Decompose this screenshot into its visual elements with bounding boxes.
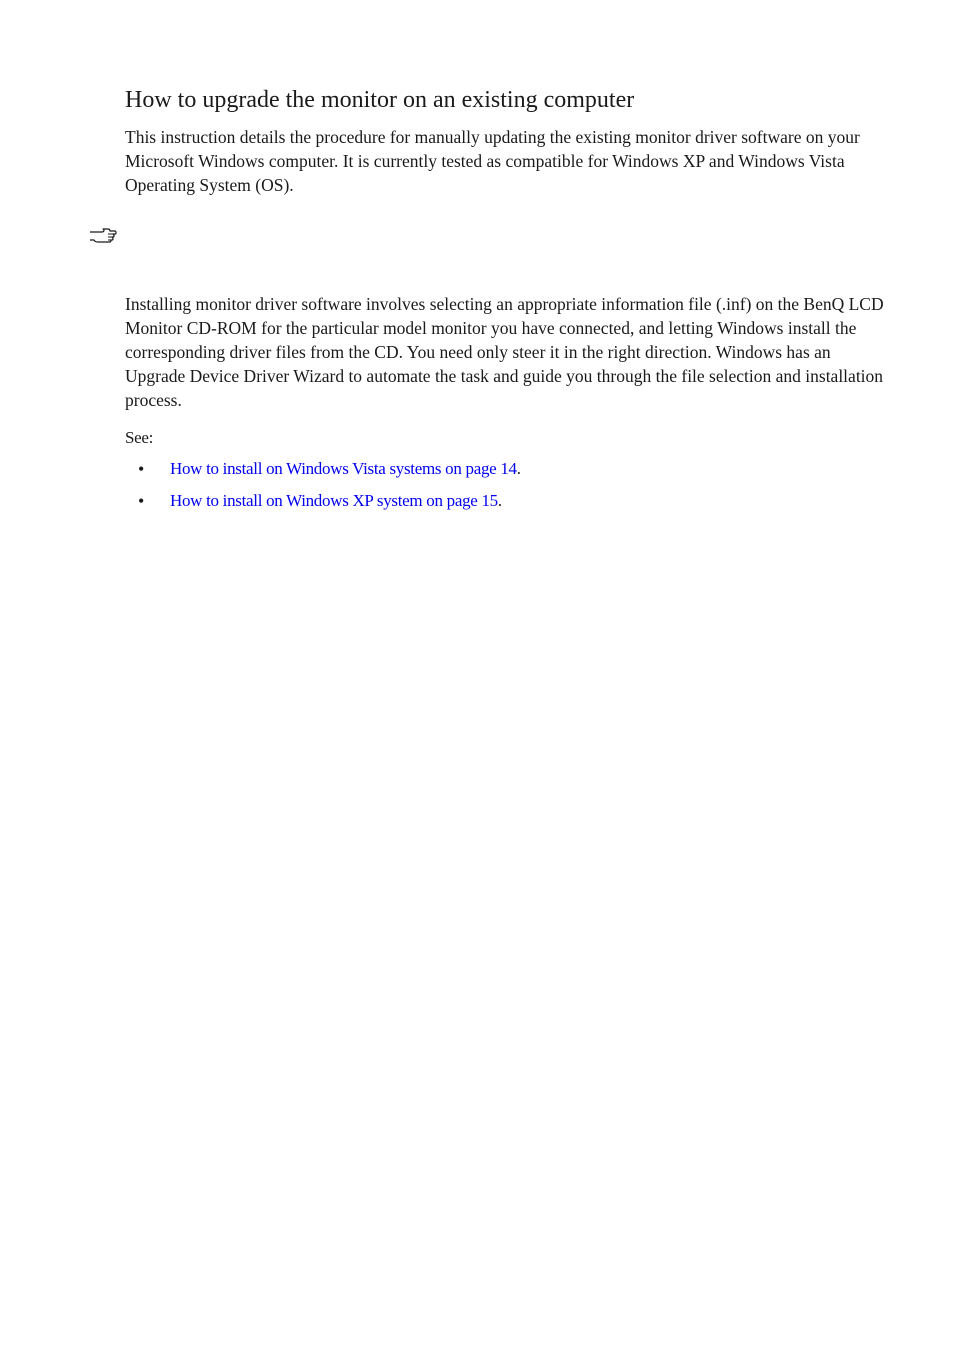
link-label[interactable]: How to install on Windows XP system on page 15: [170, 491, 498, 510]
list-item: [125, 489, 825, 521]
link-suffix: .: [497, 491, 502, 510]
bullet: •: [138, 491, 145, 511]
intro-paragraph: This instruction details the procedure for manually updating the existing monitor driver software on your Microsoft Windows computer. It is currently tested as compatible for Windows XP and Windows Vista Operating System (OS).: [125, 127, 860, 195]
list-item: [125, 457, 825, 489]
link-install-xp[interactable]: [170, 489, 502, 513]
link-install-vista[interactable]: [170, 457, 521, 481]
cross-reference-list: [125, 457, 825, 521]
pointing-hand-icon: [88, 226, 118, 246]
see-label: See:: [125, 428, 154, 447]
link-label[interactable]: How to install on Windows Vista systems on page 14: [170, 459, 517, 478]
install-paragraph: Installing monitor driver software involves selecting an appropriate information file (.inf) on the BenQ LCD Monitor CD-ROM for the particular model monitor you have connected, and letting Windows install the corresponding driver files from the CD. You need only steer it in the right direction. Windows has an Upgrade Device Driver Wizard to automate the task and guide you through the file selection and installation process.: [125, 294, 884, 410]
section-heading: How to upgrade the monitor on an existing computer: [125, 87, 635, 113]
bullet: •: [138, 459, 145, 479]
link-suffix: .: [516, 459, 521, 478]
